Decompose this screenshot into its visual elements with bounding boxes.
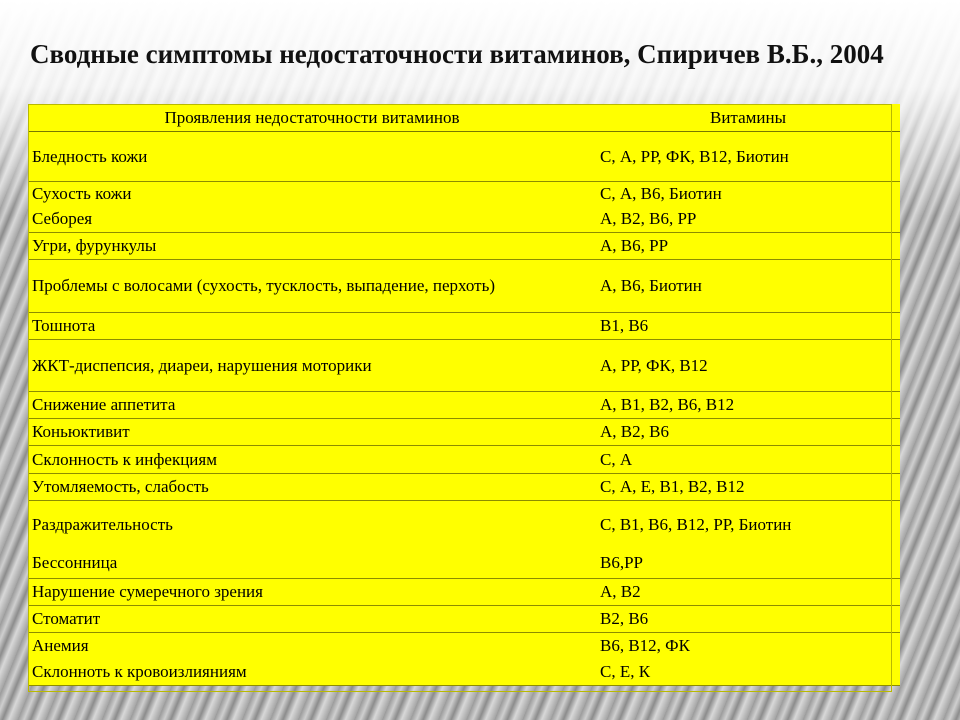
vitamins-cell: В2, В6 (596, 606, 900, 633)
table-row (28, 446, 900, 474)
symptom-cell: Бессонница (28, 549, 596, 579)
table-row (28, 474, 900, 501)
symptom-cell: Склонноть к кровоизлияниям (28, 660, 596, 686)
vitamins-cell: А, В6, Биотин (596, 260, 900, 313)
table-row (28, 419, 900, 446)
vitamins-cell: С, А, В6, Биотин (600, 184, 722, 204)
table-row (28, 579, 900, 606)
table-row (28, 233, 900, 260)
symptom-cell: Стоматит (28, 606, 596, 633)
symptom-cell: Коньюктивит (28, 419, 596, 446)
vitamins-cell: В1, В6 (596, 313, 900, 340)
symptom-cell: Тошнота (28, 313, 596, 340)
table-row (28, 340, 900, 392)
symptom-cell: Анемия (32, 636, 89, 656)
symptom-cell: ЖКТ-диспепсия, диареи, нарушения моторики (28, 340, 596, 392)
vitamins-cell: А, В2, В6, РР (596, 207, 900, 233)
table-row (28, 392, 900, 419)
header-symptoms: Проявления недостаточности витаминов (28, 104, 596, 132)
vitamins-cell: А, В1, В2, В6, В12 (596, 392, 900, 419)
symptom-cell: Себорея (28, 207, 596, 233)
vitamins-cell: А, В2 (596, 579, 900, 606)
vitamins-cell: С, А, Е, В1, В2, В12 (596, 474, 900, 501)
symptom-cell: Проблемы с волосами (сухость, тусклость, выпадение, перхоть) (28, 260, 596, 313)
table-row (28, 606, 900, 633)
table-row (28, 182, 900, 207)
table-row (28, 660, 900, 686)
vitamins-cell: С, В1, В6, В12, РР, Биотин (600, 514, 792, 534)
page-title: Сводные симптомы недостаточности витаминов, Спиричев В.Б., 2004 (30, 39, 884, 69)
vitamins-cell: А, РР, ФК, В12 (596, 340, 900, 392)
symptom-cell: Утомляемость, слабость (28, 474, 596, 501)
symptom-cell: Снижение аппетита (28, 392, 596, 419)
table-row (28, 549, 900, 579)
table-row (28, 501, 900, 549)
vitamins-cell: С, А, РР, ФК, В12, Биотин (596, 132, 900, 182)
symptom-cell: Сухость кожи (32, 184, 132, 204)
table-header-row (28, 104, 900, 132)
vitamins-cell: А, В6, РР (596, 233, 900, 260)
vitamins-cell: В6, В12, ФК (600, 636, 690, 656)
vitamins-cell: В6,РР (596, 549, 900, 579)
table-row (28, 633, 900, 660)
vitamins-cell: А, В2, В6 (596, 419, 900, 446)
vitamin-deficiency-table (28, 104, 900, 686)
symptom-cell: Бледность кожи (28, 132, 596, 182)
table-row (28, 313, 900, 340)
vitamins-cell: С, Е, К (596, 660, 900, 686)
vitamins-cell: С, А (596, 446, 900, 474)
table-row (28, 207, 900, 233)
symptom-cell: Раздражительность (32, 514, 173, 534)
symptom-cell: Нарушение сумеречного зрения (28, 579, 596, 606)
table-row (28, 132, 900, 182)
symptom-cell: Склонность к инфекциям (28, 446, 596, 474)
symptom-cell: Угри, фурункулы (28, 233, 596, 260)
header-vitamins: Витамины (596, 104, 900, 132)
table-row (28, 260, 900, 313)
